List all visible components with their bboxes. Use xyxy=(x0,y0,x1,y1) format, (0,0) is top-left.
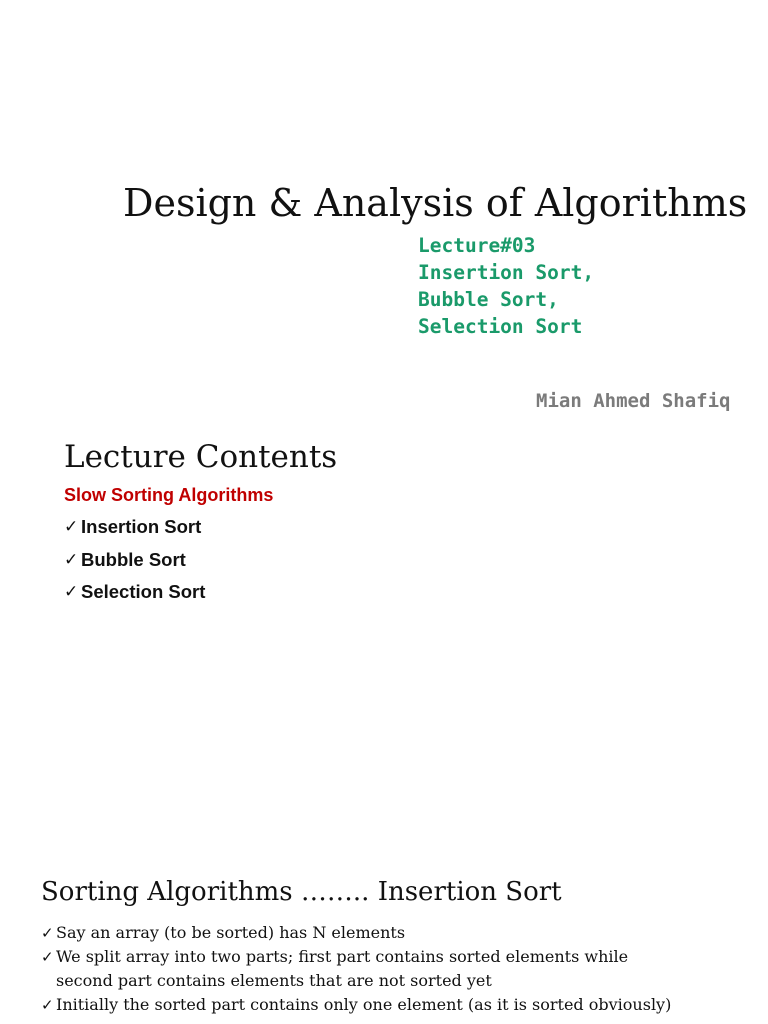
contents-heading: Lecture Contents xyxy=(64,439,338,475)
lecture-topic-selection: Selection Sort xyxy=(418,315,583,338)
author-name: Mian Ahmed Shafiq xyxy=(536,390,731,412)
lecture-topic-bubble: Bubble Sort, xyxy=(418,288,559,311)
check-mark-icon: ✓ xyxy=(64,517,79,537)
bullet-text: Say an array (to be sorted) has N elements xyxy=(56,923,406,942)
bullet-text-continued: second part contains elements that are not sorted yet xyxy=(56,971,492,990)
list-item xyxy=(64,514,205,547)
insertion-heading: Sorting Algorithms …….. Insertion Sort xyxy=(41,877,562,907)
list-item-label: Insertion Sort xyxy=(81,516,202,537)
list-item xyxy=(41,921,671,945)
slide-title: Design & Analysis of Algorithms xyxy=(123,181,748,225)
insertion-bullet-list xyxy=(41,921,671,1017)
list-item xyxy=(64,547,205,580)
list-item xyxy=(41,993,671,1017)
check-mark-icon: ✓ xyxy=(41,924,54,942)
list-item xyxy=(41,945,671,993)
contents-list xyxy=(64,514,205,612)
contents-subheading: Slow Sorting Algorithms xyxy=(64,485,274,505)
check-mark-icon: ✓ xyxy=(41,996,54,1014)
check-mark-icon: ✓ xyxy=(64,582,79,602)
lecture-number: Lecture#03 xyxy=(418,234,536,257)
list-item xyxy=(64,579,205,612)
list-item-label: Bubble Sort xyxy=(81,548,186,570)
bullet-text: Initially the sorted part contains only one element (as it is sorted obviously) xyxy=(56,995,672,1014)
check-mark-icon: ✓ xyxy=(41,948,54,966)
lecture-info xyxy=(418,232,594,340)
bullet-text: We split array into two parts; first part contains sorted elements while xyxy=(56,947,629,966)
lecture-topic-insertion: Insertion Sort, xyxy=(418,261,595,284)
list-item-label: Selection Sort xyxy=(81,581,206,602)
check-mark-icon: ✓ xyxy=(64,549,79,570)
